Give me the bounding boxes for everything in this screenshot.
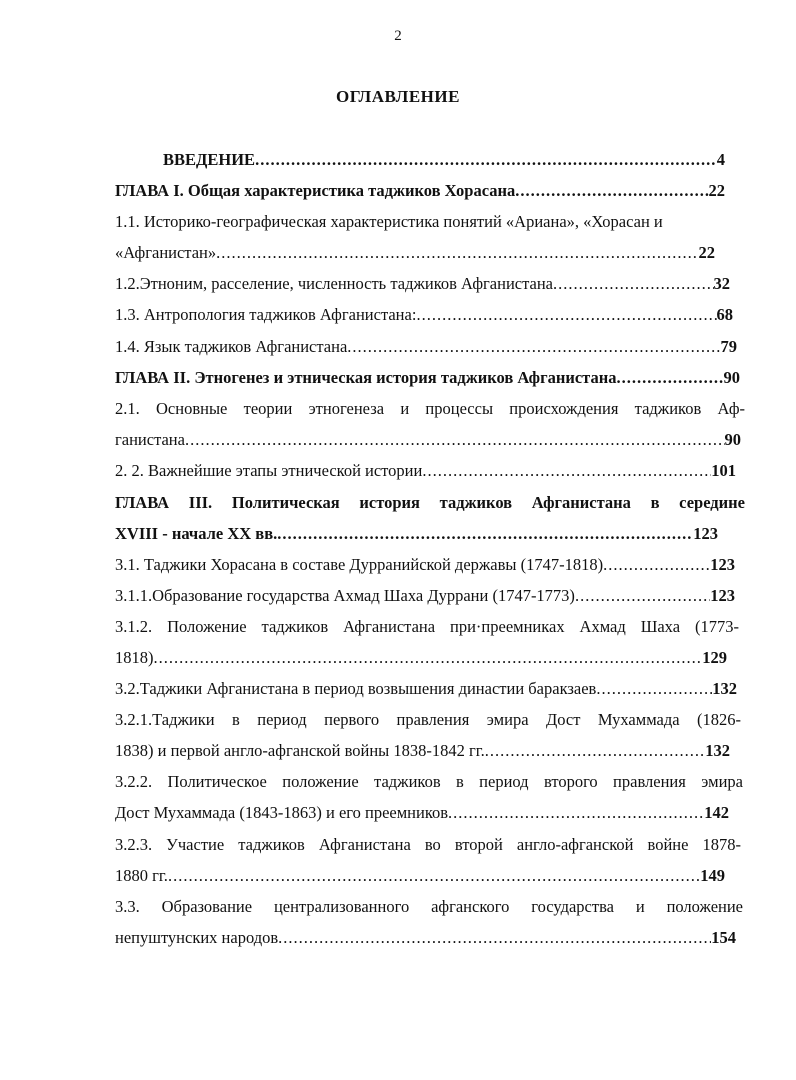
leader-dots	[422, 456, 711, 486]
leader-dots	[347, 332, 720, 362]
toc-entry-label: 3.2.1.Таджики в период первого правления эмира Дост Мухаммада (1826-	[115, 710, 741, 729]
toc-entry-3-1-1[interactable]	[115, 581, 735, 611]
toc-entry-label: 1880 гг.	[115, 866, 168, 885]
toc-entry-3-2-1-line1[interactable]	[115, 705, 741, 735]
toc-entry-label: 1.1. Историко-географическая характеристика понятий «Ариана», «Хорасан и	[115, 212, 663, 231]
toc-entry-label: 3.1.1.Образование государства Ахмад Шаха Дуррани (1747-1773)	[115, 586, 575, 605]
toc-entry-label: 1.2.Этноним, расселение, численность таджиков Афганистана	[115, 274, 553, 293]
toc-entry-label: 3.2.Таджики Афганистана в период возвышения династии баракзаев	[115, 679, 597, 698]
toc-page-number: 32	[713, 274, 730, 293]
toc-entry-1-4[interactable]	[115, 332, 737, 362]
toc-entry-3-2-1[interactable]	[115, 736, 730, 766]
toc-entry-3-2-3[interactable]	[115, 861, 725, 891]
toc-page-number: 132	[712, 679, 737, 698]
leader-dots	[255, 145, 717, 175]
toc-entry-label: 3.1. Таджики Хорасана в составе Дурранийской державы (1747-1818)	[115, 555, 604, 574]
toc-title: ОГЛАВЛЕНИЕ	[336, 87, 460, 106]
toc-page-number: 123	[710, 586, 735, 605]
leader-dots	[575, 581, 710, 611]
toc-entry-label: ганистана	[115, 430, 185, 449]
toc-entry-label: Дост Мухаммада (1843-1863) и его преемников	[115, 803, 449, 822]
toc-page-number: 90	[724, 430, 741, 449]
toc-entry-3-1-2[interactable]	[115, 643, 727, 673]
leader-dots	[416, 300, 716, 330]
toc-entry-3-2-3-line1[interactable]	[115, 830, 741, 860]
toc-page-number: 149	[700, 866, 725, 885]
toc-entry-2-2[interactable]	[115, 456, 736, 486]
leader-dots	[485, 736, 705, 766]
toc-page-number: 132	[705, 741, 730, 760]
toc-entry-label: 1838) и первой англо-афганской войны 1838-1842 гг.	[115, 741, 485, 760]
toc-entry-1-1[interactable]	[115, 238, 715, 268]
toc-entry-label: 1.3. Антропология таджиков Афганистана:	[115, 305, 417, 324]
toc-entry-label: 3.2.3. Участие таджиков Афганистана во второй англо-афганской войне 1878-	[115, 835, 741, 854]
toc-page-number: 101	[711, 461, 736, 480]
leader-dots	[603, 550, 710, 580]
toc-page-number: 22	[698, 243, 715, 262]
toc-entry-1-1-line1[interactable]	[115, 207, 745, 237]
toc-page-number: 129	[702, 648, 727, 667]
toc-entry-label: ВВЕДЕНИЕ	[163, 150, 256, 169]
toc-entry-2-1[interactable]	[115, 425, 741, 455]
toc-entry-label: непуштунских народов	[115, 928, 279, 947]
toc-entry-label: 3.3. Образование централизованного афганского государства и положение	[115, 897, 743, 916]
toc-entry-1-3[interactable]	[115, 300, 733, 330]
chapter-title: . Этногенез и этническая история таджиков Афганистана	[186, 368, 617, 387]
leader-dots	[617, 363, 724, 393]
toc-entry-3-3[interactable]	[115, 923, 736, 953]
toc-page-number: 90	[723, 368, 740, 387]
toc-entry-3-2[interactable]	[115, 674, 737, 704]
toc-entry-chapter-2[interactable]	[115, 363, 740, 393]
leader-dots	[277, 519, 693, 549]
toc-entry-1-2[interactable]	[115, 269, 730, 299]
toc-entry-3-2-2-line1[interactable]	[115, 767, 743, 797]
leader-dots	[553, 269, 714, 299]
toc-page-number: 4	[716, 150, 725, 169]
toc-entry-label: ГЛАВА III. Политическая история таджиков Афганистана в середине	[115, 493, 745, 512]
leader-dots	[448, 798, 704, 828]
page-number: 2	[394, 28, 402, 44]
toc-entry-label	[115, 363, 617, 393]
toc-page-number: 142	[704, 803, 729, 822]
toc-page-number: 123	[693, 524, 718, 543]
leader-dots	[596, 674, 712, 704]
toc-page-number: 68	[716, 305, 733, 324]
toc-entry-label: 1.4. Язык таджиков Афганистана	[115, 337, 348, 356]
toc-entry-label: XVIII - начале XX вв.	[115, 524, 278, 543]
toc-entry-label: 1818)	[115, 648, 154, 667]
leader-dots	[216, 238, 698, 268]
toc-entry-label: 2. 2. Важнейшие этапы этнической истории	[115, 461, 423, 480]
toc-page-number: 154	[711, 928, 736, 947]
toc-entry-3-1-2-line1[interactable]	[115, 612, 739, 642]
leader-dots	[168, 861, 700, 891]
toc-page-number: 22	[708, 181, 725, 200]
toc-entry-3-1[interactable]	[115, 550, 735, 580]
toc-entry-3-2-2[interactable]	[115, 798, 729, 828]
leader-dots	[154, 643, 703, 673]
leader-dots	[185, 425, 725, 455]
toc-entry-label: ГЛАВА I. Общая характеристика таджиков Хорасана	[115, 181, 516, 200]
leader-dots	[515, 176, 708, 206]
toc-entry-3-3-line1[interactable]	[115, 892, 743, 922]
toc-entry-intro[interactable]	[163, 145, 725, 175]
toc-entry-label: 3.2.2. Политическое положение таджиков в период второго правления эмира	[115, 772, 743, 791]
toc-page-number: 123	[710, 555, 735, 574]
toc-entry-label: «Афганистан»	[115, 243, 217, 262]
leader-dots	[278, 923, 711, 953]
toc-page-number: 79	[720, 337, 737, 356]
toc-entry-chapter-1[interactable]	[115, 176, 725, 206]
toc-entry-2-1-line1[interactable]	[115, 394, 745, 424]
toc-entry-label: 3.1.2. Положение таджиков Афганистана при·преемниках Ахмад Шаха (1773-	[115, 617, 739, 636]
toc-entry-chapter-3[interactable]	[115, 519, 718, 549]
toc-entry-label: 2.1. Основные теории этногенеза и процессы происхождения таджиков Аф-	[115, 399, 745, 418]
chapter-number: ГЛАВА II	[115, 368, 187, 387]
toc-entry-chapter-3-line1[interactable]	[115, 488, 745, 518]
